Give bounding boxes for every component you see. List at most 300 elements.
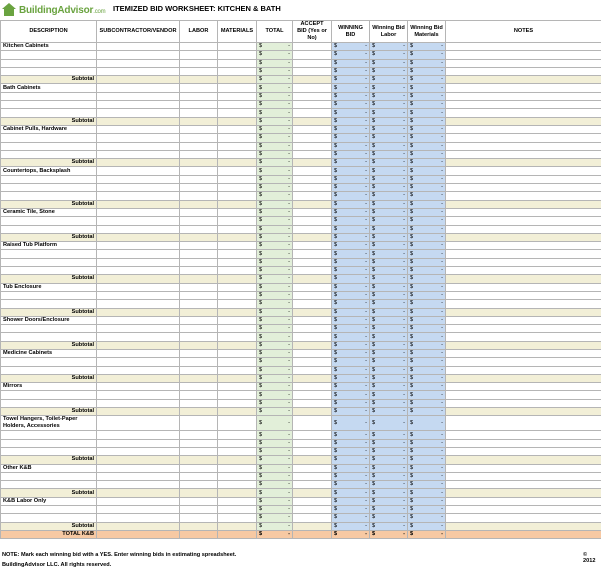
labor-cell[interactable] xyxy=(180,76,218,84)
money-cell[interactable] xyxy=(332,59,370,67)
vendor-cell[interactable] xyxy=(97,383,180,391)
notes-cell[interactable] xyxy=(446,530,601,538)
materials-cell[interactable] xyxy=(218,200,257,208)
notes-cell[interactable] xyxy=(446,258,601,266)
money-cell[interactable] xyxy=(408,408,446,416)
money-cell[interactable] xyxy=(370,109,408,117)
money-cell[interactable] xyxy=(257,506,293,514)
labor-cell[interactable] xyxy=(180,258,218,266)
notes-cell[interactable] xyxy=(446,167,601,175)
money-cell[interactable] xyxy=(408,316,446,324)
accept-bid-cell[interactable] xyxy=(293,275,332,283)
notes-cell[interactable] xyxy=(446,117,601,125)
vendor-cell[interactable] xyxy=(97,109,180,117)
money-cell[interactable] xyxy=(257,300,293,308)
vendor-cell[interactable] xyxy=(97,283,180,291)
money-cell[interactable] xyxy=(257,341,293,349)
money-cell[interactable] xyxy=(370,208,408,216)
vendor-cell[interactable] xyxy=(97,84,180,92)
labor-cell[interactable] xyxy=(180,59,218,67)
money-cell[interactable] xyxy=(332,431,370,439)
materials-cell[interactable] xyxy=(218,316,257,324)
money-cell[interactable] xyxy=(332,134,370,142)
labor-cell[interactable] xyxy=(180,308,218,316)
money-cell[interactable] xyxy=(370,456,408,464)
accept-bid-cell[interactable] xyxy=(293,308,332,316)
vendor-cell[interactable] xyxy=(97,374,180,382)
money-cell[interactable] xyxy=(370,464,408,472)
money-cell[interactable] xyxy=(408,101,446,109)
money-cell[interactable] xyxy=(408,175,446,183)
money-cell[interactable] xyxy=(370,167,408,175)
money-cell[interactable] xyxy=(370,530,408,538)
money-cell[interactable] xyxy=(332,242,370,250)
labor-cell[interactable] xyxy=(180,383,218,391)
money-cell[interactable] xyxy=(257,308,293,316)
materials-cell[interactable] xyxy=(218,117,257,125)
notes-cell[interactable] xyxy=(446,217,601,225)
money-cell[interactable] xyxy=(332,92,370,100)
notes-cell[interactable] xyxy=(446,514,601,522)
money-cell[interactable] xyxy=(257,439,293,447)
money-cell[interactable] xyxy=(257,167,293,175)
money-cell[interactable] xyxy=(257,283,293,291)
accept-bid-cell[interactable] xyxy=(293,267,332,275)
labor-cell[interactable] xyxy=(180,208,218,216)
vendor-cell[interactable] xyxy=(97,233,180,241)
labor-cell[interactable] xyxy=(180,416,218,431)
vendor-cell[interactable] xyxy=(97,316,180,324)
money-cell[interactable] xyxy=(408,142,446,150)
money-cell[interactable] xyxy=(257,142,293,150)
money-cell[interactable] xyxy=(408,200,446,208)
materials-cell[interactable] xyxy=(218,374,257,382)
vendor-cell[interactable] xyxy=(97,125,180,133)
vendor-cell[interactable] xyxy=(97,530,180,538)
labor-cell[interactable] xyxy=(180,522,218,530)
money-cell[interactable] xyxy=(332,167,370,175)
money-cell[interactable] xyxy=(332,283,370,291)
labor-cell[interactable] xyxy=(180,192,218,200)
money-cell[interactable] xyxy=(257,59,293,67)
accept-bid-cell[interactable] xyxy=(293,506,332,514)
accept-bid-cell[interactable] xyxy=(293,184,332,192)
accept-bid-cell[interactable] xyxy=(293,291,332,299)
accept-bid-cell[interactable] xyxy=(293,175,332,183)
money-cell[interactable] xyxy=(370,258,408,266)
money-cell[interactable] xyxy=(257,101,293,109)
money-cell[interactable] xyxy=(257,250,293,258)
money-cell[interactable] xyxy=(332,408,370,416)
money-cell[interactable] xyxy=(332,316,370,324)
money-cell[interactable] xyxy=(332,67,370,75)
money-cell[interactable] xyxy=(408,217,446,225)
money-cell[interactable] xyxy=(332,489,370,497)
money-cell[interactable] xyxy=(370,101,408,109)
description-cell[interactable] xyxy=(1,142,97,150)
vendor-cell[interactable] xyxy=(97,117,180,125)
money-cell[interactable] xyxy=(257,349,293,357)
description-cell[interactable] xyxy=(1,366,97,374)
vendor-cell[interactable] xyxy=(97,325,180,333)
money-cell[interactable] xyxy=(257,416,293,431)
money-cell[interactable] xyxy=(408,489,446,497)
money-cell[interactable] xyxy=(257,51,293,59)
money-cell[interactable] xyxy=(408,258,446,266)
money-cell[interactable] xyxy=(370,439,408,447)
accept-bid-cell[interactable] xyxy=(293,325,332,333)
materials-cell[interactable] xyxy=(218,134,257,142)
description-cell[interactable] xyxy=(1,481,97,489)
labor-cell[interactable] xyxy=(180,391,218,399)
description-cell[interactable] xyxy=(1,447,97,455)
materials-cell[interactable] xyxy=(218,399,257,407)
labor-cell[interactable] xyxy=(180,300,218,308)
money-cell[interactable] xyxy=(257,366,293,374)
labor-cell[interactable] xyxy=(180,134,218,142)
description-cell[interactable] xyxy=(1,217,97,225)
money-cell[interactable] xyxy=(332,399,370,407)
money-cell[interactable] xyxy=(257,200,293,208)
labor-cell[interactable] xyxy=(180,275,218,283)
materials-cell[interactable] xyxy=(218,184,257,192)
money-cell[interactable] xyxy=(370,275,408,283)
money-cell[interactable] xyxy=(257,408,293,416)
money-cell[interactable] xyxy=(408,159,446,167)
money-cell[interactable] xyxy=(332,142,370,150)
money-cell[interactable] xyxy=(408,43,446,51)
money-cell[interactable] xyxy=(370,291,408,299)
labor-cell[interactable] xyxy=(180,481,218,489)
accept-bid-cell[interactable] xyxy=(293,159,332,167)
accept-bid-cell[interactable] xyxy=(293,217,332,225)
money-cell[interactable] xyxy=(370,142,408,150)
money-cell[interactable] xyxy=(370,316,408,324)
money-cell[interactable] xyxy=(408,134,446,142)
accept-bid-cell[interactable] xyxy=(293,109,332,117)
money-cell[interactable] xyxy=(257,150,293,158)
money-cell[interactable] xyxy=(408,481,446,489)
vendor-cell[interactable] xyxy=(97,43,180,51)
money-cell[interactable] xyxy=(370,408,408,416)
accept-bid-cell[interactable] xyxy=(293,283,332,291)
money-cell[interactable] xyxy=(408,275,446,283)
money-cell[interactable] xyxy=(257,208,293,216)
money-cell[interactable] xyxy=(257,530,293,538)
materials-cell[interactable] xyxy=(218,497,257,505)
labor-cell[interactable] xyxy=(180,101,218,109)
notes-cell[interactable] xyxy=(446,374,601,382)
materials-cell[interactable] xyxy=(218,250,257,258)
accept-bid-cell[interactable] xyxy=(293,92,332,100)
money-cell[interactable] xyxy=(257,431,293,439)
materials-cell[interactable] xyxy=(218,217,257,225)
money-cell[interactable] xyxy=(370,383,408,391)
notes-cell[interactable] xyxy=(446,150,601,158)
money-cell[interactable] xyxy=(332,464,370,472)
labor-cell[interactable] xyxy=(180,242,218,250)
money-cell[interactable] xyxy=(257,159,293,167)
money-cell[interactable] xyxy=(408,242,446,250)
notes-cell[interactable] xyxy=(446,208,601,216)
materials-cell[interactable] xyxy=(218,51,257,59)
vendor-cell[interactable] xyxy=(97,399,180,407)
description-cell[interactable] xyxy=(1,325,97,333)
materials-cell[interactable] xyxy=(218,300,257,308)
notes-cell[interactable] xyxy=(446,391,601,399)
money-cell[interactable] xyxy=(370,514,408,522)
money-cell[interactable] xyxy=(408,92,446,100)
money-cell[interactable] xyxy=(332,184,370,192)
materials-cell[interactable] xyxy=(218,283,257,291)
money-cell[interactable] xyxy=(370,325,408,333)
accept-bid-cell[interactable] xyxy=(293,431,332,439)
accept-bid-cell[interactable] xyxy=(293,416,332,431)
money-cell[interactable] xyxy=(332,109,370,117)
accept-bid-cell[interactable] xyxy=(293,464,332,472)
vendor-cell[interactable] xyxy=(97,481,180,489)
money-cell[interactable] xyxy=(408,291,446,299)
money-cell[interactable] xyxy=(257,325,293,333)
description-cell[interactable] xyxy=(1,92,97,100)
materials-cell[interactable] xyxy=(218,125,257,133)
labor-cell[interactable] xyxy=(180,333,218,341)
money-cell[interactable] xyxy=(332,84,370,92)
money-cell[interactable] xyxy=(408,333,446,341)
labor-cell[interactable] xyxy=(180,150,218,158)
labor-cell[interactable] xyxy=(180,117,218,125)
materials-cell[interactable] xyxy=(218,325,257,333)
labor-cell[interactable] xyxy=(180,431,218,439)
money-cell[interactable] xyxy=(370,431,408,439)
labor-cell[interactable] xyxy=(180,366,218,374)
vendor-cell[interactable] xyxy=(97,497,180,505)
money-cell[interactable] xyxy=(408,150,446,158)
money-cell[interactable] xyxy=(257,225,293,233)
accept-bid-cell[interactable] xyxy=(293,142,332,150)
accept-bid-cell[interactable] xyxy=(293,117,332,125)
materials-cell[interactable] xyxy=(218,416,257,431)
materials-cell[interactable] xyxy=(218,439,257,447)
materials-cell[interactable] xyxy=(218,506,257,514)
money-cell[interactable] xyxy=(408,431,446,439)
money-cell[interactable] xyxy=(408,447,446,455)
materials-cell[interactable] xyxy=(218,109,257,117)
money-cell[interactable] xyxy=(408,59,446,67)
materials-cell[interactable] xyxy=(218,208,257,216)
money-cell[interactable] xyxy=(257,92,293,100)
money-cell[interactable] xyxy=(408,76,446,84)
accept-bid-cell[interactable] xyxy=(293,192,332,200)
vendor-cell[interactable] xyxy=(97,431,180,439)
vendor-cell[interactable] xyxy=(97,489,180,497)
accept-bid-cell[interactable] xyxy=(293,497,332,505)
accept-bid-cell[interactable] xyxy=(293,59,332,67)
money-cell[interactable] xyxy=(370,333,408,341)
money-cell[interactable] xyxy=(332,250,370,258)
money-cell[interactable] xyxy=(408,374,446,382)
materials-cell[interactable] xyxy=(218,150,257,158)
notes-cell[interactable] xyxy=(446,349,601,357)
notes-cell[interactable] xyxy=(446,242,601,250)
notes-cell[interactable] xyxy=(446,76,601,84)
notes-cell[interactable] xyxy=(446,300,601,308)
money-cell[interactable] xyxy=(408,341,446,349)
money-cell[interactable] xyxy=(257,374,293,382)
money-cell[interactable] xyxy=(370,267,408,275)
accept-bid-cell[interactable] xyxy=(293,399,332,407)
vendor-cell[interactable] xyxy=(97,217,180,225)
vendor-cell[interactable] xyxy=(97,456,180,464)
money-cell[interactable] xyxy=(257,316,293,324)
description-cell[interactable] xyxy=(1,506,97,514)
accept-bid-cell[interactable] xyxy=(293,225,332,233)
labor-cell[interactable] xyxy=(180,472,218,480)
money-cell[interactable] xyxy=(408,267,446,275)
notes-cell[interactable] xyxy=(446,109,601,117)
money-cell[interactable] xyxy=(332,456,370,464)
notes-cell[interactable] xyxy=(446,431,601,439)
materials-cell[interactable] xyxy=(218,472,257,480)
materials-cell[interactable] xyxy=(218,142,257,150)
money-cell[interactable] xyxy=(332,439,370,447)
labor-cell[interactable] xyxy=(180,142,218,150)
notes-cell[interactable] xyxy=(446,497,601,505)
vendor-cell[interactable] xyxy=(97,472,180,480)
description-cell[interactable] xyxy=(1,150,97,158)
money-cell[interactable] xyxy=(408,308,446,316)
money-cell[interactable] xyxy=(332,349,370,357)
money-cell[interactable] xyxy=(370,300,408,308)
labor-cell[interactable] xyxy=(180,167,218,175)
money-cell[interactable] xyxy=(332,447,370,455)
accept-bid-cell[interactable] xyxy=(293,522,332,530)
description-cell[interactable] xyxy=(1,175,97,183)
money-cell[interactable] xyxy=(332,391,370,399)
accept-bid-cell[interactable] xyxy=(293,43,332,51)
money-cell[interactable] xyxy=(370,225,408,233)
money-cell[interactable] xyxy=(408,506,446,514)
vendor-cell[interactable] xyxy=(97,192,180,200)
money-cell[interactable] xyxy=(370,399,408,407)
money-cell[interactable] xyxy=(332,192,370,200)
money-cell[interactable] xyxy=(332,43,370,51)
money-cell[interactable] xyxy=(257,67,293,75)
money-cell[interactable] xyxy=(257,184,293,192)
vendor-cell[interactable] xyxy=(97,92,180,100)
money-cell[interactable] xyxy=(332,51,370,59)
money-cell[interactable] xyxy=(257,125,293,133)
vendor-cell[interactable] xyxy=(97,150,180,158)
notes-cell[interactable] xyxy=(446,291,601,299)
vendor-cell[interactable] xyxy=(97,225,180,233)
notes-cell[interactable] xyxy=(446,43,601,51)
notes-cell[interactable] xyxy=(446,341,601,349)
accept-bid-cell[interactable] xyxy=(293,200,332,208)
materials-cell[interactable] xyxy=(218,258,257,266)
notes-cell[interactable] xyxy=(446,225,601,233)
money-cell[interactable] xyxy=(408,399,446,407)
money-cell[interactable] xyxy=(332,291,370,299)
money-cell[interactable] xyxy=(408,125,446,133)
materials-cell[interactable] xyxy=(218,84,257,92)
money-cell[interactable] xyxy=(257,383,293,391)
money-cell[interactable] xyxy=(408,522,446,530)
description-cell[interactable] xyxy=(1,134,97,142)
money-cell[interactable] xyxy=(370,184,408,192)
materials-cell[interactable] xyxy=(218,408,257,416)
notes-cell[interactable] xyxy=(446,522,601,530)
money-cell[interactable] xyxy=(257,399,293,407)
money-cell[interactable] xyxy=(257,134,293,142)
notes-cell[interactable] xyxy=(446,59,601,67)
accept-bid-cell[interactable] xyxy=(293,408,332,416)
money-cell[interactable] xyxy=(370,84,408,92)
money-cell[interactable] xyxy=(370,134,408,142)
money-cell[interactable] xyxy=(408,167,446,175)
money-cell[interactable] xyxy=(257,391,293,399)
money-cell[interactable] xyxy=(408,51,446,59)
accept-bid-cell[interactable] xyxy=(293,481,332,489)
notes-cell[interactable] xyxy=(446,267,601,275)
money-cell[interactable] xyxy=(408,208,446,216)
vendor-cell[interactable] xyxy=(97,358,180,366)
materials-cell[interactable] xyxy=(218,225,257,233)
money-cell[interactable] xyxy=(408,514,446,522)
labor-cell[interactable] xyxy=(180,530,218,538)
description-cell[interactable] xyxy=(1,67,97,75)
money-cell[interactable] xyxy=(408,349,446,357)
accept-bid-cell[interactable] xyxy=(293,341,332,349)
materials-cell[interactable] xyxy=(218,76,257,84)
notes-cell[interactable] xyxy=(446,316,601,324)
materials-cell[interactable] xyxy=(218,489,257,497)
money-cell[interactable] xyxy=(332,101,370,109)
money-cell[interactable] xyxy=(408,358,446,366)
labor-cell[interactable] xyxy=(180,456,218,464)
money-cell[interactable] xyxy=(332,497,370,505)
money-cell[interactable] xyxy=(257,514,293,522)
money-cell[interactable] xyxy=(332,333,370,341)
money-cell[interactable] xyxy=(370,283,408,291)
description-cell[interactable] xyxy=(1,267,97,275)
labor-cell[interactable] xyxy=(180,92,218,100)
accept-bid-cell[interactable] xyxy=(293,366,332,374)
vendor-cell[interactable] xyxy=(97,408,180,416)
notes-cell[interactable] xyxy=(446,399,601,407)
money-cell[interactable] xyxy=(370,175,408,183)
money-cell[interactable] xyxy=(408,497,446,505)
vendor-cell[interactable] xyxy=(97,250,180,258)
description-cell[interactable] xyxy=(1,192,97,200)
notes-cell[interactable] xyxy=(446,325,601,333)
money-cell[interactable] xyxy=(257,447,293,455)
description-cell[interactable] xyxy=(1,439,97,447)
vendor-cell[interactable] xyxy=(97,142,180,150)
labor-cell[interactable] xyxy=(180,283,218,291)
notes-cell[interactable] xyxy=(446,142,601,150)
money-cell[interactable] xyxy=(408,184,446,192)
money-cell[interactable] xyxy=(370,242,408,250)
labor-cell[interactable] xyxy=(180,497,218,505)
description-cell[interactable] xyxy=(1,258,97,266)
money-cell[interactable] xyxy=(332,159,370,167)
materials-cell[interactable] xyxy=(218,341,257,349)
labor-cell[interactable] xyxy=(180,464,218,472)
money-cell[interactable] xyxy=(370,358,408,366)
materials-cell[interactable] xyxy=(218,67,257,75)
money-cell[interactable] xyxy=(257,497,293,505)
